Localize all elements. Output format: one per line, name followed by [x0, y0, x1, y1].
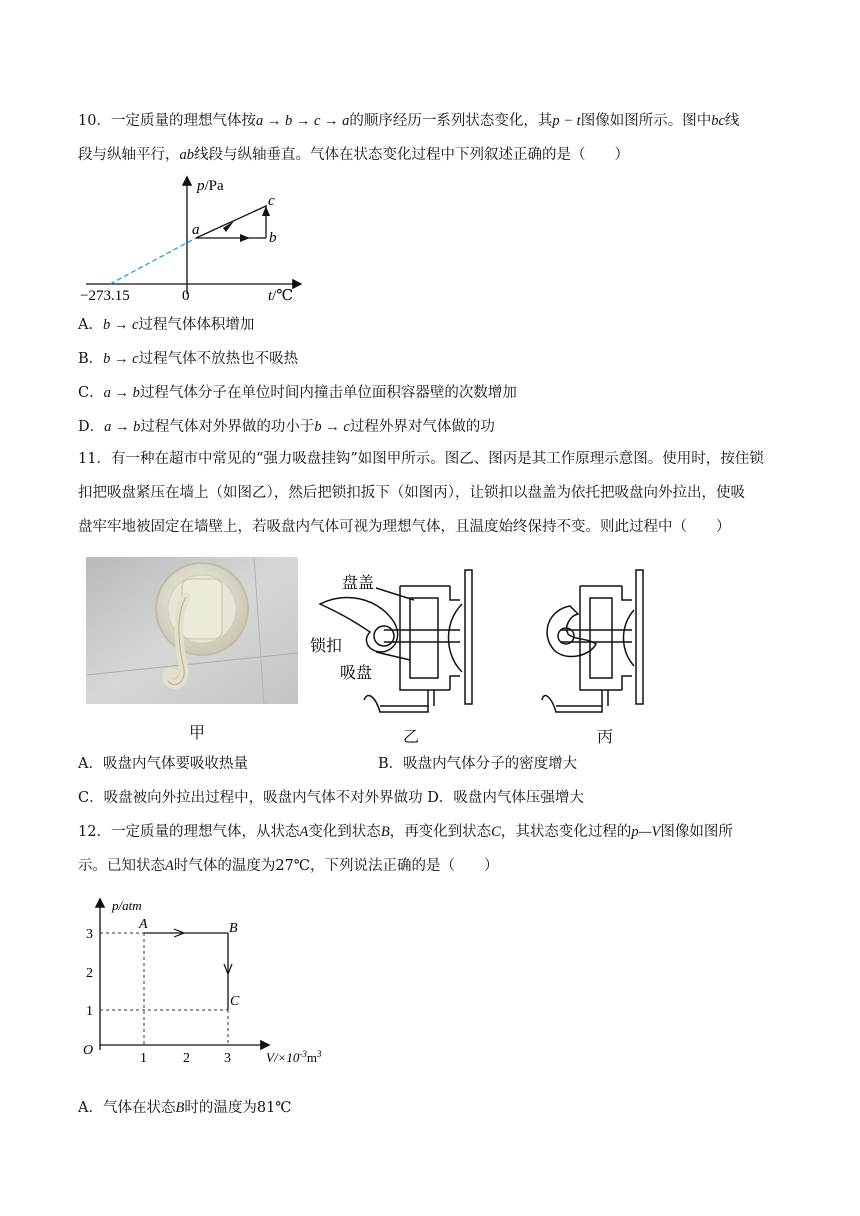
q10-stem-text: 10．一定质量的理想气体按 — [78, 113, 256, 129]
q10-option-b: B．b → c过程气体不放热也不吸热 — [78, 351, 299, 367]
caption-jia: 甲 — [189, 723, 206, 742]
q10-pt-label: p − t — [552, 113, 581, 129]
label-cover: 盘盖 — [342, 575, 375, 592]
y-axis-label: p/Pa — [197, 178, 224, 194]
ytick-2: 2 — [86, 966, 93, 981]
xtick-1: 1 — [140, 1051, 147, 1066]
q12-stem-line2: 示。已知状态A时气体的温度为27℃，下列说法正确的是（ ） — [78, 858, 499, 874]
xtick-3: 3 — [224, 1051, 231, 1066]
q11-stem-line2: 扣把吸盘紧压在墙上（如图乙），然后把锁扣扳下（如图丙），让锁扣以盘盖为依托把吸盘向外拉出，使吸 — [78, 485, 745, 501]
q10-stem-text: 线 — [724, 113, 740, 129]
point-c-label: c — [268, 193, 275, 209]
q10-option-a: A．b → c过程气体体积增加 — [78, 317, 255, 333]
tick-neg-273: −273.15 — [80, 288, 130, 304]
q10-pt-graph — [72, 172, 312, 306]
extrapolation-line — [110, 238, 196, 284]
ytick-3: 3 — [86, 927, 93, 942]
point-b-label: b — [269, 230, 277, 246]
q11-option-a: A．吸盘内气体要吸收热量 — [78, 756, 248, 772]
origin-label: O — [83, 1043, 94, 1058]
p-axis-label: p/atm — [112, 898, 142, 913]
q10-stem-line2 — [78, 145, 629, 165]
q10-stem-text: 的顺序经历一系列状态变化，其 — [349, 113, 553, 129]
caption-bing: 丙 — [597, 727, 614, 746]
q10-ab-label: ab — [179, 147, 194, 163]
q12-option-a: A．气体在状态B时的温度为81℃ — [78, 1100, 292, 1116]
wall — [465, 570, 472, 704]
q11-stem-line1: 11．有一种在超市中常见的“强力吸盘挂钩”如图甲所示。图乙、图丙是其工作原理示意图。使用时，按住锁 — [78, 451, 764, 467]
q11-option-c-d — [78, 788, 584, 808]
diagram-bing — [540, 566, 650, 716]
segment-ca — [196, 206, 266, 238]
q10-sequence: a → b → c → a — [255, 113, 350, 129]
label-lock: 锁扣 — [310, 638, 343, 655]
q12-pv-graph — [78, 892, 348, 1072]
q12-stem-line1: 12．一定质量的理想气体，从状态A变化到状态B，再变化到状态C，其状态变化过程的p—V图像如图所 — [78, 824, 733, 840]
q11-option-c: C．吸盘被向外拉出过程中，吸盘内气体不对外界做功 — [78, 790, 423, 806]
suction-cup — [449, 604, 463, 672]
suction-hook-photo — [86, 557, 298, 704]
label-cup: 吸盘 — [340, 665, 373, 682]
cover-outline — [400, 586, 450, 690]
point-A-label: A — [139, 917, 148, 932]
point-B-label: B — [229, 921, 238, 936]
tick-zero: 0 — [182, 288, 190, 304]
v-axis-label: $V/\times 10^{-3}m^3$ — [266, 1049, 322, 1065]
q11-option-d: D．吸盘内气体压强增大 — [427, 790, 584, 806]
ytick-1: 1 — [86, 1004, 93, 1019]
q10-bc-label: bc — [711, 113, 725, 129]
hook — [364, 690, 428, 712]
x-axis-label: t/℃ — [268, 288, 294, 304]
q10-option-c: C．a → b过程气体分子在单位时间内撞击单位面积容器壁的次数增加 — [78, 385, 517, 401]
point-a-label: a — [192, 222, 200, 238]
point-C-label: C — [230, 994, 240, 1009]
q10-stem-text: 段与纵轴平行， — [78, 147, 180, 163]
q11-option-b: B．吸盘内气体分子的密度增大 — [378, 756, 578, 772]
q10-stem-line1 — [78, 111, 739, 131]
diagram-yi — [310, 566, 480, 716]
caption-yi: 乙 — [403, 727, 420, 746]
q11-stem-line3: 盘牢牢地被固定在墙壁上，若吸盘内气体可视为理想气体，且温度始终保持不变。则此过程中（ ） — [78, 519, 731, 535]
q10-option-d: D．a → b过程气体对外界做的功小于b → c过程外界对气体做的功 — [78, 419, 495, 435]
arrow-ab-icon — [240, 234, 250, 242]
q10-stem-text: 图像如图所示。图中 — [580, 113, 712, 129]
q10-stem-text: 线段与纵轴垂直。气体在状态变化过程中下列叙述正确的是（ ） — [194, 147, 629, 163]
xtick-2: 2 — [183, 1051, 190, 1066]
